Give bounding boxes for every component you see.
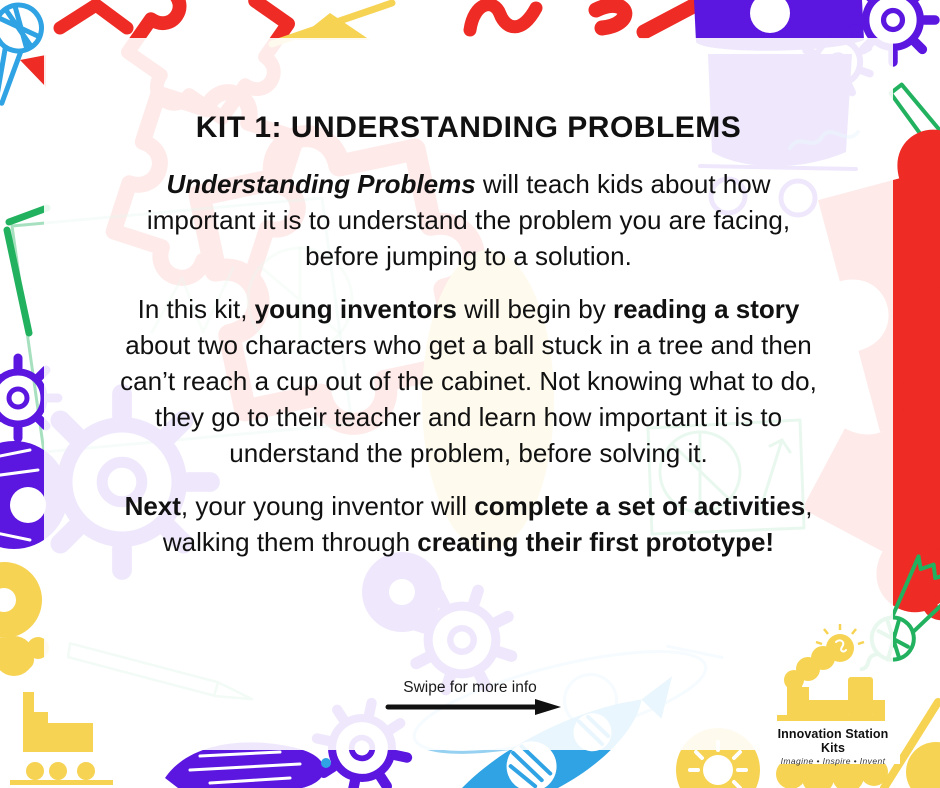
body-paragraph: Understanding Problems will teach kids about how important it is to understand the problem you are facing, before jumping to a solution. [146,169,791,271]
train-doodle-bottom-left [0,638,125,788]
brand-logo [756,622,908,788]
red-wedge-doodle [20,55,46,87]
logo-band [766,721,900,764]
logo-tagline: Imagine • Inspire • Invent [780,756,886,766]
blue-dot-doodle [321,758,331,768]
body-paragraph: In this kit, young inventors will begin by reading a story about two characters who get a ball stuck in a tree and then can’t reach a cup out of the cabinet. Not knowing what to do, they go to their teacher and learn how important it is to understand the problem, before solving it. [120,294,817,468]
red-squiggle-doodle [470,5,536,30]
red-zigzag-doodle [60,5,127,28]
arrow-right-icon [385,698,567,716]
body-paragraph: Next, your young inventor will complete a set of activities, walking them through creating their first prototype! [124,491,813,557]
body-text [111,166,827,560]
swipe-label: Swipe for more info [403,679,537,696]
page-title: KIT 1: UNDERSTANDING PROBLEMS [195,111,742,144]
red-curve-doodle [596,4,697,32]
logo-name: Innovation Station Kits [777,727,889,755]
